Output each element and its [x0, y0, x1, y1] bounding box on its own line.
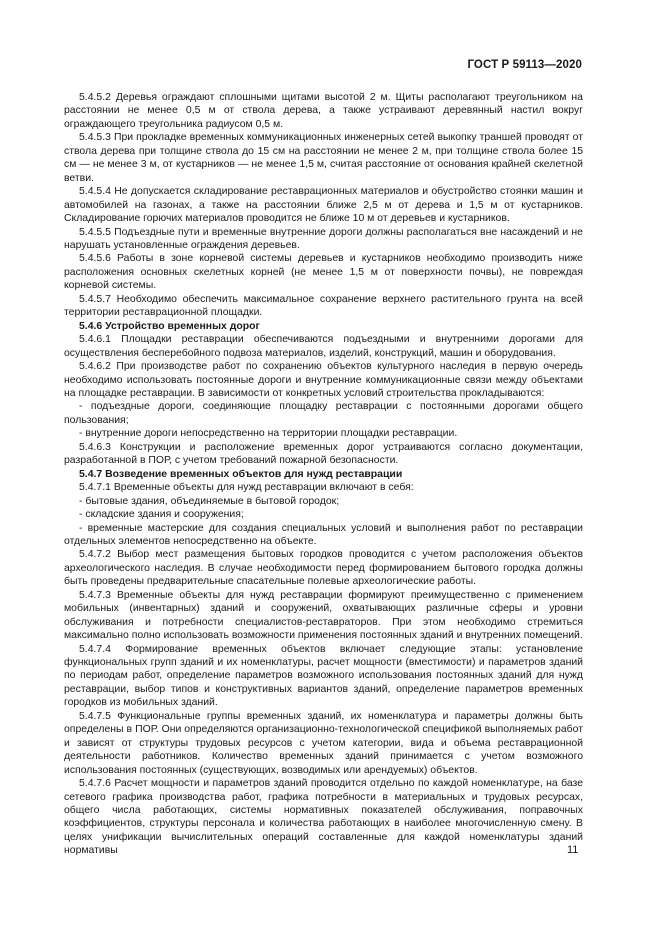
paragraph: 5.4.6.1 Площадки реставрации обеспечиваются подъездными и внутренними дорогами для осуществления бесперебойного подвоза материалов, изделий, конструкций, машин и оборудования.: [64, 334, 583, 359]
paragraph: 5.4.7.5 Функциональные группы временных зданий, их номенклатура и параметры должны быть определены в ПОР. Они определяются организационно-технологической спецификой выполняемых работ и зависят от структуры трудовых ресурсов с учетом категории, вида и объема реставрационной деятельности работников. Количество временных зданий принимается с учетом возможного использования постоянных (существующих, возводимых или арендуемых) объектов.: [64, 710, 583, 776]
page-number: 11: [567, 844, 579, 856]
list-item: - бытовые здания, объединяемые в бытовой городок;: [79, 495, 340, 507]
paragraph: 5.4.7.3 Временные объекты для нужд реставрации формируют преимущественно с применением мобильных (инвентарных) зданий и сооружений, охватывающих различные сферы и уровни обслуживания и потребности специалистов-реставраторов. При этом необходимо стремиться максимально полно использовать возможности применения постоянных зданий и внутренних помещений.: [64, 589, 583, 642]
section-heading: 5.4.6 Устройство временных дорог: [79, 320, 260, 332]
paragraph: 5.4.5.7 Необходимо обеспечить максимальное сохранение верхнего растительного грунта на всей территории реставрационной площадки.: [64, 293, 583, 319]
paragraph: 5.4.7.1 Временные объекты для нужд реставрации включают в себя:: [79, 482, 414, 494]
paragraph: 5.4.7.4 Формирование временных объектов включает следующие этапы: установление функциональных групп зданий и их номенклатуры, расчет мощности (вместимости) и параметров зданий по периодам работ, определение параметров возможного использования постоянных зданий для нужд реставрации, выбор типов и конструктивных вариантов зданий, определение параметров временных городков из мобильных зданий.: [64, 643, 583, 709]
standard-header: ГОСТ Р 59113—2020: [467, 59, 582, 71]
section-heading: 5.4.7 Возведение временных объектов для нужд реставрации: [79, 468, 403, 480]
list-item: - внутренние дороги непосредственно на территории площадки реставрации.: [79, 428, 458, 440]
paragraph: 5.4.7.2 Выбор мест размещения бытовых городков проводится с учетом расположения объектов археологического наследия. В случае необходимости перед формированием бытового городка должны быть проведены предварительные спасательные полевые археологические работы.: [64, 549, 583, 588]
paragraph: 5.4.7.6 Расчет мощности и параметров зданий проводится отдельно по каждой номенклатуре, на базе сетевого графика производства работ, графика потребности в материальных и трудовых ресурсах, общего числа работающих, системы нормативных показателей обслуживания, поправочных коэффициентов, структуры персонала и количества работающих в наиболее многочисленную смену. В целях унификации вычислительных операций составленные для каждой номенклатуры зданий нормативы: [64, 778, 583, 857]
paragraph: 5.4.6.3 Конструкции и расположение временных дорог устраиваются согласно документации, разработанной в ПОР, с учетом требований пожарной безопасности.: [64, 441, 583, 467]
paragraph: 5.4.5.4 Не допускается складирование реставрационных материалов и обустройство стоянки машин и автомобилей на газонах, а также на расстоянии ближе 2,5 м от дерева и 1,5 м от кустарников. Складирование горючих материалов проводится не ближе 10 м от деревьев и кустарников.: [64, 186, 583, 225]
paragraph: 5.4.5.5 Подъездные пути и временные внутренние дороги должны располагаться вне насаждений и не нарушать установленные ограждения деревьев.: [64, 226, 583, 251]
paragraph: 5.4.5.3 При прокладке временных коммуникационных инженерных сетей выкопку траншей проводят от ствола дерева при толщине ствола до 15 см на расстоянии не менее 2 м, при толщине ствола более 15 см — не менее 3 м, от кустарников — не менее 1,5 м, считая расстояние от основания крайней скелетной ветви.: [64, 132, 583, 184]
paragraph: 5.4.6.2 При производстве работ по сохранению объектов культурного наследия в первую очередь необходимо использовать постоянные дороги и внутренние коммуникационные связи между объектами на площадке реставрации. В зависимости от конкретных условий строительства прокладываются:: [64, 361, 583, 399]
list-item: - временные мастерские для создания специальных условий и выполнения работ по реставрации отдельных элементов непосредственно на объекте.: [64, 522, 583, 547]
paragraph: 5.4.5.2 Деревья ограждают сплошными щитами высотой 2 м. Щиты располагают треугольником на расстоянии не менее 0,5 м от ствола дерева, а также устраивают деревянный настил вокруг ограждающего треугольника радиусом 0,5 м.: [64, 92, 583, 130]
paragraph: 5.4.5.6 Работы в зоне корневой системы деревьев и кустарников необходимо производить ниже расположения основных скелетных корней (не менее 1,5 м от поверхности почвы), не повреждая корневой системы.: [64, 253, 583, 292]
list-item: - складские здания и сооружения;: [79, 509, 244, 521]
document-body: [64, 91, 583, 858]
list-item: - подъездные дороги, соединяющие площадку реставрации с постоянными дорогами общего пользования;: [64, 401, 583, 426]
